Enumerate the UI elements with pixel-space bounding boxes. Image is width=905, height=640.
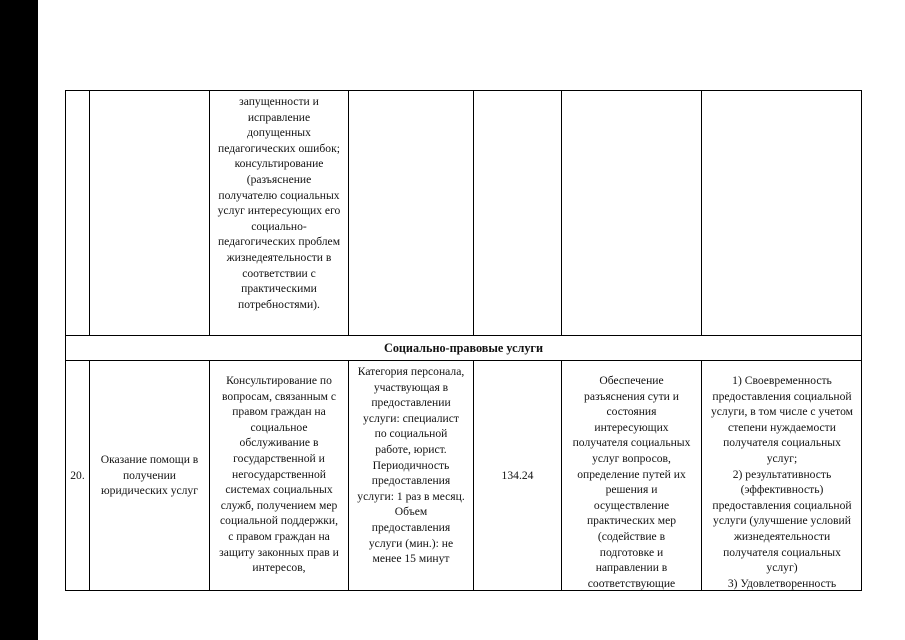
scan-edge-bar — [0, 0, 38, 640]
cell-tariff — [474, 91, 562, 335]
cell-number — [66, 91, 90, 335]
service-name: Оказание помощи в получении юридических услуг — [90, 361, 210, 590]
cell-conditions — [562, 91, 702, 335]
tariff-value: 134.24 — [474, 361, 562, 590]
service-conditions: Обеспечение разъяснения сути и состояния интересующих получателя социальных услуг вопросов, определение путей их решения и осуществление практических мер (содействие в подготовке и направлении в соответствующие — [562, 361, 702, 590]
cell-service-name — [90, 91, 210, 335]
service-content: Консультирование по вопросам, связанным с правом граждан на социальное обслуживание в государственной и негосударственной системах социальных служб, получением мер социальной поддержки, с правом граждан на защиту законных прав и интересов, — [210, 361, 349, 590]
row-number: 20. — [66, 361, 90, 590]
section-title: Социально-правовые услуги — [384, 341, 543, 355]
cell-quality — [702, 91, 862, 335]
staff-and-volume: Категория персонала, участвующая в предоставлении услуги: специалист по социальной работе, юрист. Периодичность предоставления услуги: 1 раз в месяц. Объем предоставления услуги (мин.): не менее 15 минут — [349, 361, 474, 590]
table-row-20 — [65, 360, 862, 591]
section-header-row — [65, 335, 862, 361]
quality-indicators: 1) Своевременность предоставления социальной услуги, в том числе с учетом степени нуждаемости получателя социальных услуг; 2) результативность (эффективность) предоставления социальной услуги (улучшение условий жизнедеятельности получателя социальных услуг) 3) Удовлетворенность — [710, 374, 854, 590]
table-row-continued — [65, 90, 862, 336]
cell-service-content: запущенности и исправление допущенных педагогических ошибок; консультирование (разъяснение получателю социальных услуг интересующих его социально- педагогических проблем жизнедеятельности в соответствии с практическими потребностями). — [210, 91, 349, 335]
cell-staff-volume — [349, 91, 474, 335]
